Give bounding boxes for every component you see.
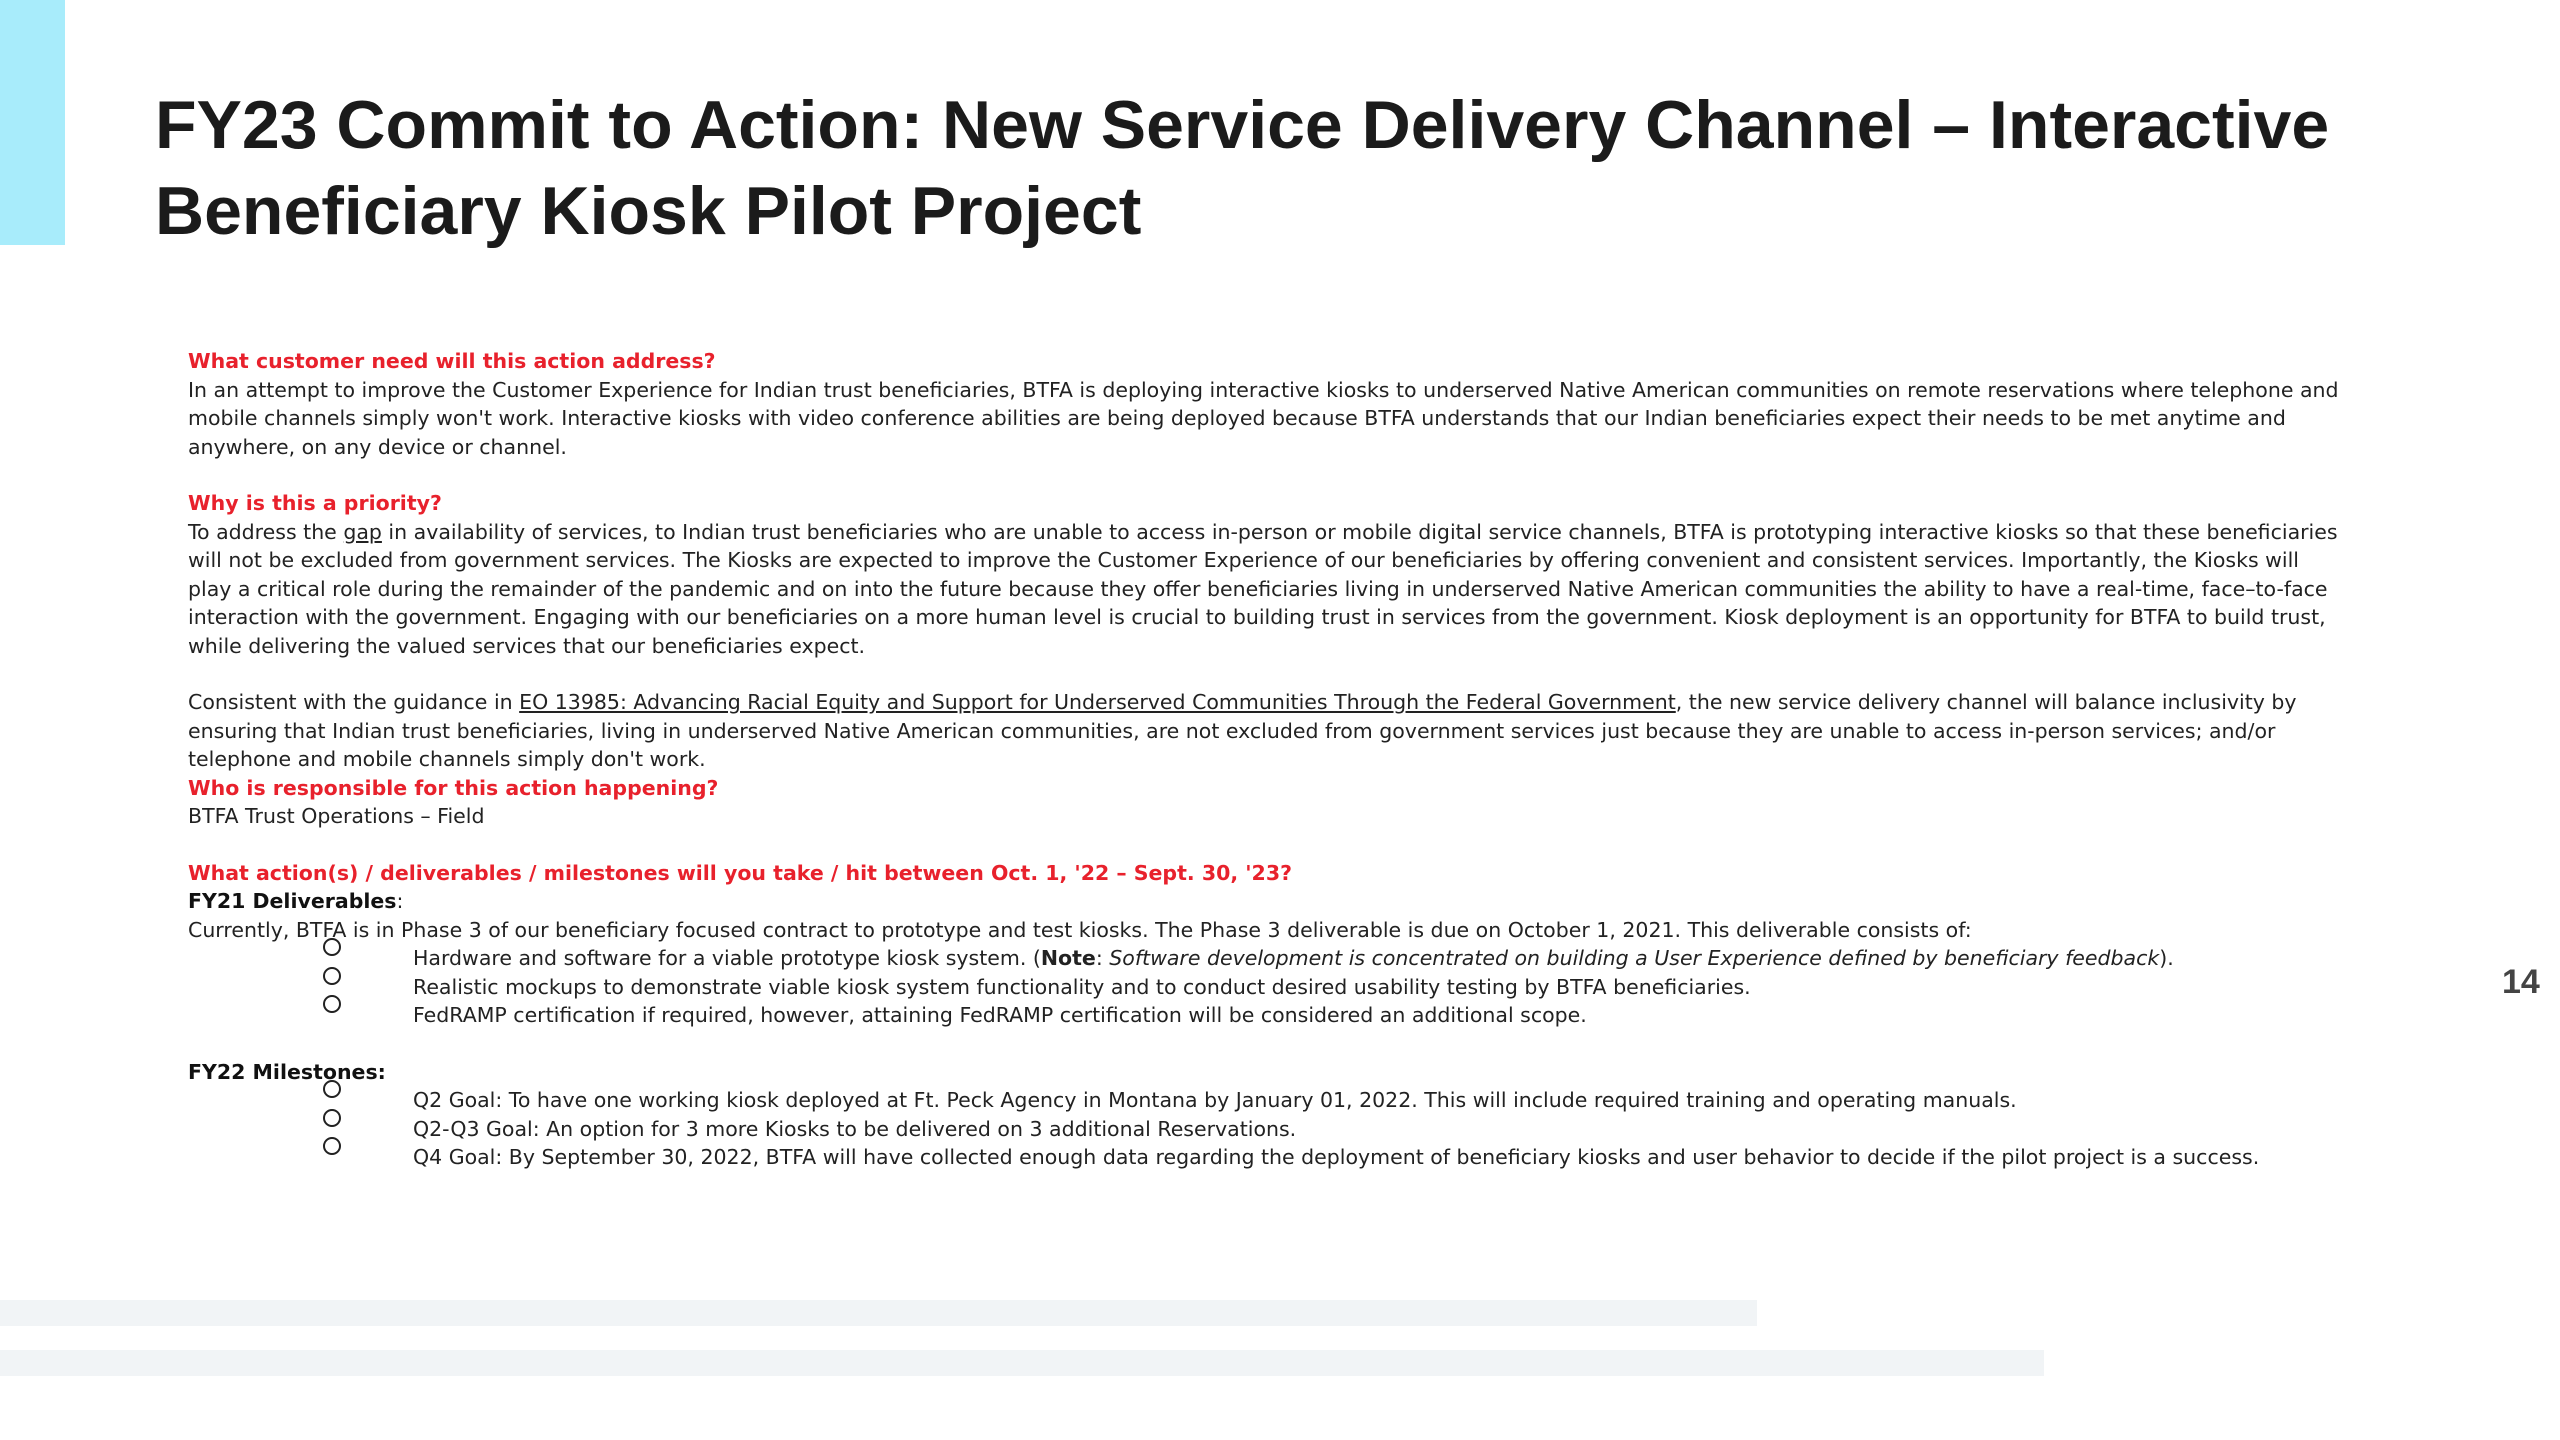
answer-responsible: BTFA Trust Operations – Field xyxy=(188,804,485,828)
answer-priority: To address the gap in availability of services, to Indian trust beneficiaries who are unable to access in-person or mobile digital service channels, BTFA is prototyping interactive kiosks so that these beneficiaries will not be excluded from government services. The Kiosks are expected to improve the Customer Experience of our beneficiaries by offering convenient and consistent services. Importantly, the Kiosks will play a critical role during the remainder of the pandemic and on into the future because they offer beneficiaries living in underserved Native American communities the ability to have a real-time, face–to-face interaction with the government. Engaging with our beneficiaries on a more human level is crucial to building trust in services from the government. Kiosk deployment is an opportunity for BTFA to build trust, while delivering the valued services that our beneficiaries expect. xyxy=(188,519,2338,658)
circle-bullet-icon xyxy=(323,1080,341,1098)
question-responsible: Who is responsible for this action happening? xyxy=(188,775,719,800)
fy21-deliverables-list xyxy=(188,944,2343,1030)
fy22-heading: FY22 Milestones: xyxy=(188,1059,386,1084)
answer-priority-guidance: Consistent with the guidance in EO 13985: Advancing Racial Equity and Support for Underserved Communities Through the Federal Government, the new service delivery channel will balance inclusivity by ensuring that Indian trust beneficiaries, living in underserved Native American communities, are not excluded from government services just because they are unable to access in-person services; and/or telephone and mobile channels simply don't work. xyxy=(188,690,2297,771)
page-title: FY23 Commit to Action: New Service Delivery Channel – Interactive Beneficiary Kiosk Pilot Project xyxy=(155,87,2330,249)
answer-customer-need: In an attempt to improve the Customer Experience for Indian trust beneficiaries, BTFA is deploying interactive kiosks to underserved Native American communities on remote reservations where telephone and mobile channels simply won't work. Interactive kiosks with video conference abilities are being deployed because BTFA understands that our Indian beneficiaries expect their needs to be met anytime and anywhere, on any device or channel. xyxy=(188,377,2339,459)
fy21-heading: FY21 Deliverables: xyxy=(188,889,404,913)
footer-stripe xyxy=(0,1350,2044,1376)
list-item: Hardware and software for a viable prototype kiosk system. (Note: Software development is concentrated on building a User Experience defined by beneficiary feedback). xyxy=(413,944,2343,973)
list-item: Q4 Goal: By September 30, 2022, BTFA will have collected enough data regarding the deployment of beneficiary kiosks and user behavior to decide if the pilot project is a success. xyxy=(413,1143,2343,1172)
circle-bullet-icon xyxy=(323,1137,341,1155)
circle-bullet-icon xyxy=(323,995,341,1013)
eo-13985-link[interactable]: EO 13985: Advancing Racial Equity and Support for Underserved Communities Through the Federal Government xyxy=(519,690,1676,714)
fy21-intro: Currently, BTFA is in Phase 3 of our beneficiary focused contract to prototype and test kiosks. The Phase 3 deliverable is due on October 1, 2021. This deliverable consists of: xyxy=(188,917,1972,942)
footer-stripe xyxy=(0,1300,1757,1326)
list-item: FedRAMP certification if required, however, attaining FedRAMP certification will be considered an additional scope. xyxy=(413,1001,2343,1030)
list-item: Q2 Goal: To have one working kiosk deployed at Ft. Peck Agency in Montana by January 01, 2022. This will include required training and operating manuals. xyxy=(413,1086,2343,1115)
fy22-milestones-list xyxy=(188,1086,2343,1172)
circle-bullet-icon xyxy=(323,967,341,985)
circle-bullet-icon xyxy=(323,1109,341,1127)
list-item: Q2-Q3 Goal: An option for 3 more Kiosks to be delivered on 3 additional Reservations. xyxy=(413,1115,2343,1144)
slide-body xyxy=(188,347,2343,1172)
page-number: 14 xyxy=(2502,963,2540,1001)
gap-word: gap xyxy=(343,519,382,544)
circle-bullet-icon xyxy=(323,938,341,956)
question-customer-need: What customer need will this action address? xyxy=(188,349,716,373)
question-priority: Why is this a priority? xyxy=(188,491,442,515)
list-item: Realistic mockups to demonstrate viable kiosk system functionality and to conduct desired usability testing by BTFA beneficiaries. xyxy=(413,973,2343,1002)
accent-bar xyxy=(0,0,65,245)
question-deliverables: What action(s) / deliverables / milestones will you take / hit between Oct. 1, '22 – Sept. 30, '23? xyxy=(188,860,1292,885)
